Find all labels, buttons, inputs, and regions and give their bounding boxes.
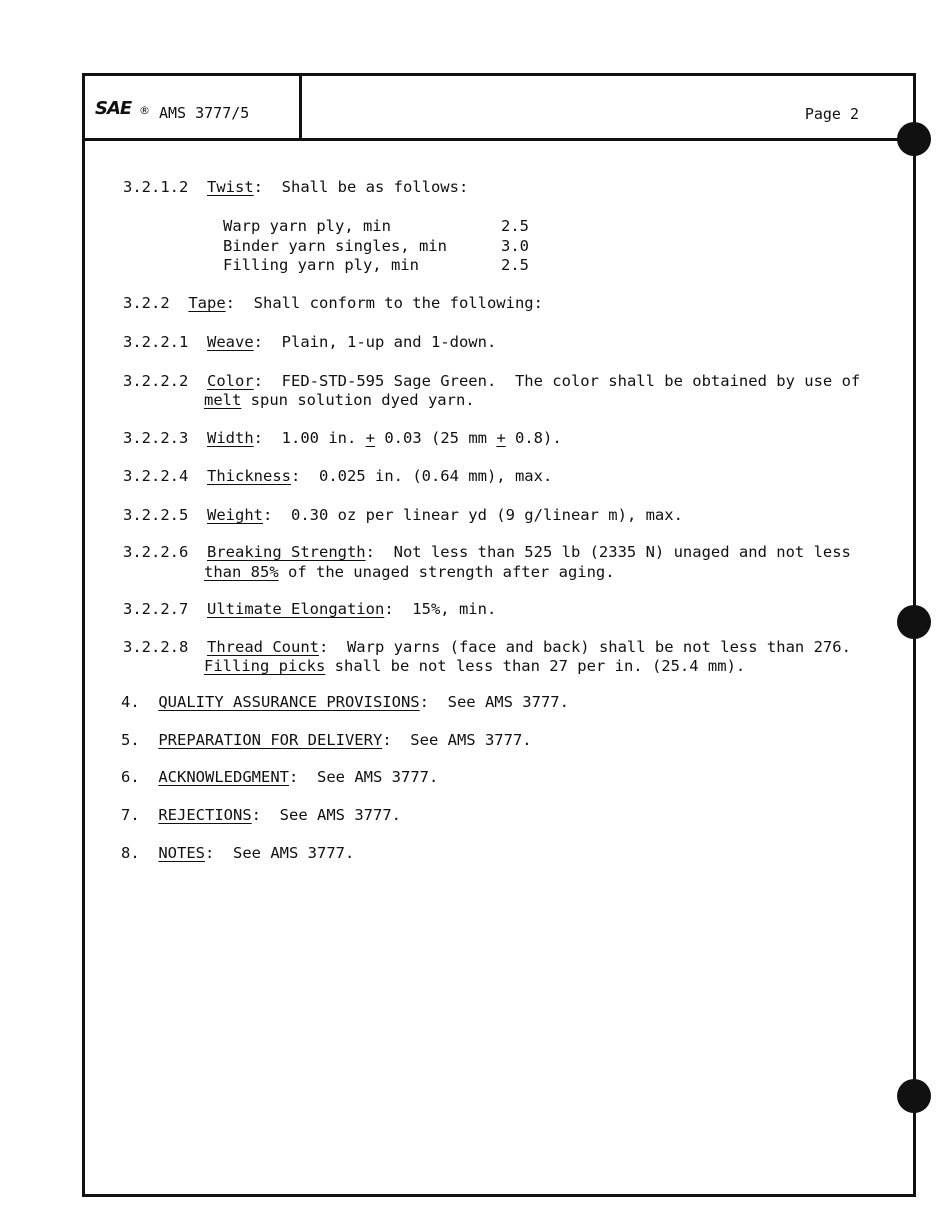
- section-7: [121, 806, 401, 825]
- section-3-2-2-8-line2: [204, 657, 745, 676]
- section-term: Twist: [207, 178, 254, 196]
- section-4: [121, 693, 569, 712]
- section-text: : Shall conform to the following:: [225, 294, 543, 312]
- section-text: : See AMS 3777.: [419, 693, 569, 711]
- section-number: 4.: [121, 693, 140, 711]
- section-3-2-2-6: [123, 543, 851, 562]
- plus-minus-sign: +: [496, 429, 506, 447]
- section-text: : Not less than 525 lb (2335 N) unaged and not less: [365, 543, 851, 561]
- section-text: Filling picks: [204, 657, 326, 675]
- section-3-2-2-1: [123, 333, 496, 352]
- section-term: QUALITY ASSURANCE PROVISIONS: [158, 693, 420, 711]
- section-term: ACKNOWLEDGMENT: [158, 768, 289, 786]
- section-text: melt: [204, 391, 242, 409]
- binder-hole-icon: [897, 605, 931, 639]
- section-3-2-2-2: [123, 372, 860, 391]
- section-number: 7.: [121, 806, 140, 824]
- section-text: : 0.30 oz per linear yd (9 g/linear m), max.: [263, 506, 683, 524]
- twist-row-value: 2.5: [501, 256, 529, 274]
- section-3-2-2: [123, 294, 543, 313]
- section-text: : 0.025 in. (0.64 mm), max.: [291, 467, 553, 485]
- header-id-cell: [85, 76, 302, 138]
- section-3-2-2-3: [123, 429, 562, 448]
- section-text: : Plain, 1-up and 1-down.: [253, 333, 497, 351]
- section-6: [121, 768, 438, 787]
- section-term: Tape: [188, 294, 226, 312]
- section-term: Weight: [207, 506, 263, 524]
- section-term: Color: [207, 372, 254, 390]
- section-text: : 15%, min.: [384, 600, 497, 618]
- twist-row-value: 3.0: [501, 237, 529, 255]
- page-number: Page 2: [804, 105, 859, 123]
- section-number: 3.2.2.3: [123, 429, 189, 447]
- section-term: Ultimate Elongation: [207, 600, 385, 618]
- section-number: 3.2.2: [123, 294, 170, 312]
- section-text: : FED-STD-595 Sage Green. The color shall be obtained by use of: [253, 372, 861, 390]
- section-term: Weave: [207, 333, 254, 351]
- section-3-2-1-2: [123, 178, 468, 197]
- section-text: : See AMS 3777.: [289, 768, 439, 786]
- section-term: NOTES: [158, 844, 206, 862]
- section-term: PREPARATION FOR DELIVERY: [158, 731, 383, 749]
- section-text: : Shall be as follows:: [253, 178, 469, 196]
- section-text: : Warp yarns (face and back) shall be not less than 276.: [318, 638, 851, 656]
- section-text: 0.8).: [505, 429, 562, 447]
- page-frame: [82, 73, 916, 1197]
- registered-mark: ®: [139, 104, 150, 117]
- section-text: : See AMS 3777.: [251, 806, 401, 824]
- twist-row-label: Warp yarn ply, min: [223, 217, 391, 235]
- section-number: 5.: [121, 731, 140, 749]
- section-number: 3.2.2.2: [123, 372, 189, 390]
- binder-hole-icon: [897, 1079, 931, 1113]
- section-5: [121, 731, 532, 750]
- sae-logo: SAE: [95, 98, 132, 119]
- section-number: 8.: [121, 844, 140, 862]
- section-3-2-2-6-line2: [204, 563, 615, 582]
- section-number: 6.: [121, 768, 140, 786]
- section-3-2-2-5: [123, 506, 683, 525]
- section-number: 3.2.2.4: [123, 467, 189, 485]
- section-number: 3.2.2.1: [123, 333, 189, 351]
- twist-row-label: Filling yarn ply, min: [223, 256, 419, 274]
- section-number: 3.2.2.6: [123, 543, 189, 561]
- section-text: : 1.00 in.: [253, 429, 366, 447]
- section-8: [121, 844, 354, 863]
- plus-minus-sign: +: [365, 429, 375, 447]
- section-3-2-2-7: [123, 600, 496, 619]
- section-3-2-2-2-line2: [204, 391, 475, 410]
- section-text: of the unaged strength after aging.: [278, 563, 615, 581]
- section-term: Thickness: [207, 467, 291, 485]
- section-text: shall be not less than 27 per in. (25.4 mm).: [325, 657, 746, 675]
- section-number: 3.2.1.2: [123, 178, 189, 196]
- page-header: [85, 76, 913, 141]
- section-3-2-2-4: [123, 467, 552, 486]
- twist-row-value: 2.5: [501, 217, 529, 235]
- section-text: : See AMS 3777.: [205, 844, 355, 862]
- section-text: : See AMS 3777.: [382, 731, 532, 749]
- section-term: Breaking Strength: [207, 543, 366, 561]
- section-text: 0.03 (25 mm: [375, 429, 497, 447]
- section-text: than 85%: [204, 563, 279, 581]
- section-number: 3.2.2.5: [123, 506, 189, 524]
- document-id: AMS 3777/5: [159, 104, 250, 122]
- section-term: Thread Count: [207, 638, 319, 656]
- section-term: Width: [207, 429, 254, 447]
- section-3-2-2-8: [123, 638, 851, 657]
- binder-hole-icon: [897, 122, 931, 156]
- section-term: REJECTIONS: [158, 806, 252, 824]
- twist-row-label: Binder yarn singles, min: [223, 237, 447, 255]
- section-text: spun solution dyed yarn.: [241, 391, 475, 409]
- section-number: 3.2.2.8: [123, 638, 189, 656]
- section-number: 3.2.2.7: [123, 600, 189, 618]
